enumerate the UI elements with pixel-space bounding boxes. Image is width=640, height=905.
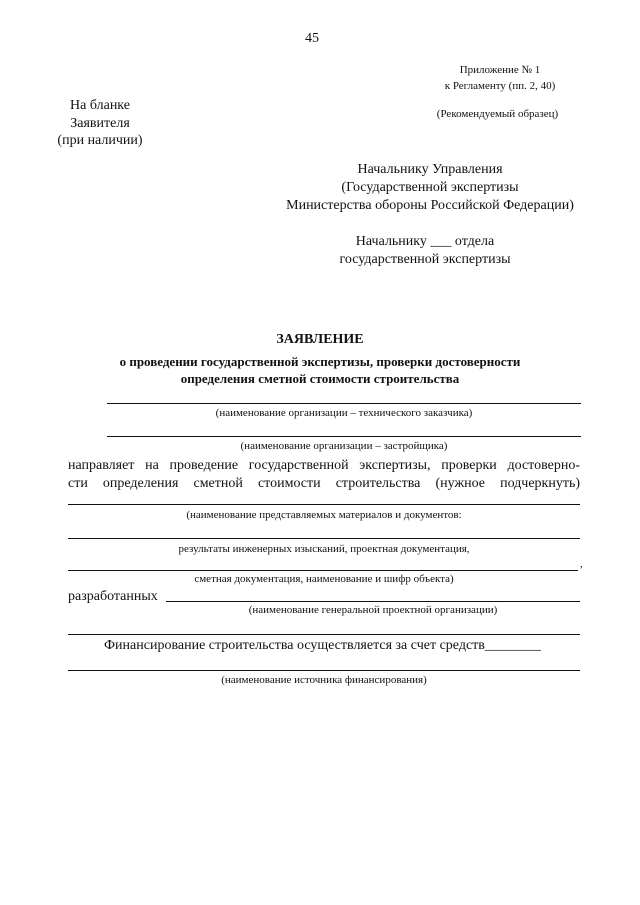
- developer-caption: (наименование организации – застройщика): [240, 440, 448, 452]
- sends-text-line-2: сти определения сметной стоимости строительства (нужное подчеркнуть): [68, 476, 580, 491]
- appendix-title: Приложение № 1: [459, 64, 541, 76]
- general-designer-field-line: [166, 601, 580, 602]
- letterhead-line-1: На бланке: [70, 98, 130, 113]
- general-designer-caption: (наименование генеральной проектной организации): [248, 604, 498, 616]
- page-number: 45: [305, 31, 319, 46]
- appendix-note: (Рекомендуемый образец): [436, 108, 559, 120]
- addressee-2-line-1: Начальнику ___ отдела: [355, 234, 495, 249]
- surveys-caption: результаты инженерных изысканий, проектная документация,: [178, 543, 470, 555]
- technical-customer-field-line: [107, 403, 581, 404]
- developer-field-line: [107, 436, 581, 437]
- materials-caption: (наименование представляемых материалов и документов:: [186, 509, 462, 521]
- addressee-2-line-2: государственной экспертизы: [339, 252, 511, 267]
- materials-field-line: [68, 504, 580, 505]
- technical-customer-caption: (наименование организации – технического заказчика): [215, 407, 473, 419]
- appendix-reference: к Регламенту (пп. 2, 40): [444, 80, 556, 92]
- letterhead-line-3: (при наличии): [57, 133, 143, 148]
- sends-text-line-1: направляет на проведение государственной экспертизы, проверки достоверно-: [68, 458, 580, 473]
- surveys-field-line: [68, 538, 580, 539]
- letterhead-line-2: Заявителя: [70, 116, 130, 131]
- addressee-1-line-3: Министерства обороны Российской Федерации): [286, 198, 574, 213]
- estimates-field-line: [68, 570, 578, 571]
- addressee-1-line-1: Начальнику Управления: [357, 162, 503, 177]
- statement-title: ЗАЯВЛЕНИЕ: [276, 332, 364, 347]
- financing-text: Финансирование строительства осуществляется за счет средств________: [104, 638, 541, 653]
- addressee-1-line-2: (Государственной экспертизы: [341, 180, 519, 195]
- statement-subtitle-1: о проведении государственной экспертизы, проверки достоверности: [119, 354, 521, 369]
- funding-source-field-line: [68, 670, 580, 671]
- estimates-comma: ,: [580, 558, 583, 570]
- statement-subtitle-2: определения сметной стоимости строительства: [180, 371, 460, 386]
- blank-field-line: [68, 634, 580, 635]
- estimates-caption: сметная документация, наименование и шифр объекта): [194, 573, 454, 585]
- funding-source-caption: (наименование источника финансирования): [221, 674, 427, 686]
- developed-by-label: разработанных: [68, 589, 158, 604]
